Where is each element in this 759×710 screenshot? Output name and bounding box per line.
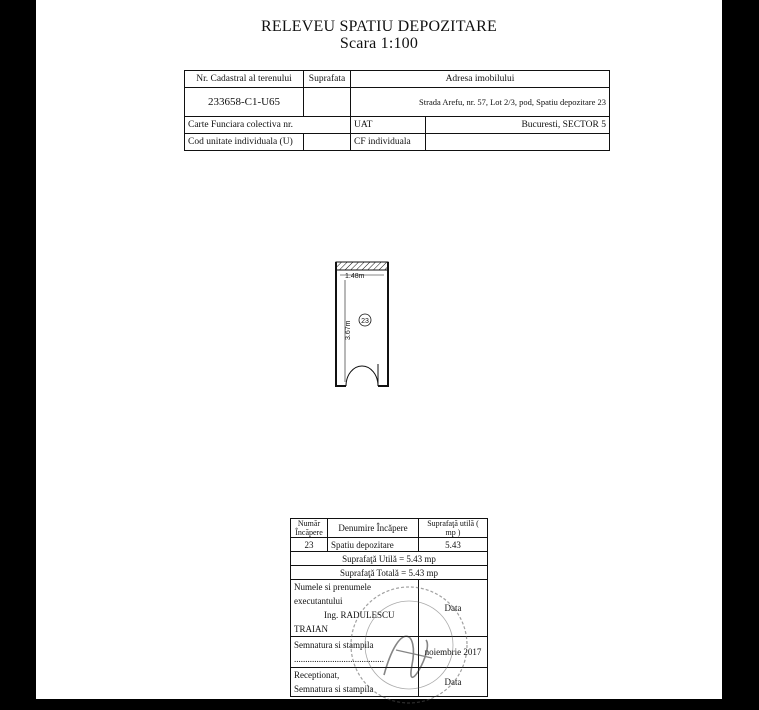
address-value: Strada Arefu, nr. 57, Lot 2/3, pod, Spatiu depozitare 23 (351, 88, 610, 117)
official-stamp (314, 580, 504, 710)
header-adresa-label: Adresa imobilului (351, 71, 610, 88)
header-cadastral-label: Nr. Cadastral al terenului (185, 71, 304, 88)
suprafata-value (304, 88, 351, 117)
door-arc (346, 366, 378, 386)
cf-individuala-label: CF individuala (351, 134, 426, 151)
data-label: Data (419, 580, 488, 637)
semnatura-label-2: Semnatura si stampila (294, 684, 374, 694)
room-area-cell: 5.43 (419, 538, 488, 552)
suprafata-totala-total: Suprafaţă Totală = 5.43 mp (291, 566, 488, 580)
carte-funciara-label: Carte Funciara colectiva nr. (185, 117, 351, 134)
hatched-wall (336, 262, 388, 270)
col-numar-header: Număr Încăpere (291, 519, 328, 538)
executant-label: Numele si prenumele executantului (294, 582, 371, 606)
document-page (36, 0, 722, 699)
suprafata-utila-total: Suprafaţă Utilă = 5.43 mp (291, 552, 488, 566)
header-table (184, 70, 610, 151)
data-label-2: Data (419, 668, 488, 697)
width-label: 1.48m (345, 273, 365, 280)
executant-name: Ing. RADULESCU TRAIAN (294, 610, 395, 634)
col-suprafata-header: Suprafaţă utilă ( mp ) (419, 519, 488, 538)
cadastral-value: 233658-C1-U65 (185, 88, 304, 117)
col-denumire-header: Denumire Încăpere (328, 519, 419, 538)
uat-label: UAT (351, 117, 426, 134)
semnatura-dots: ........................................ (294, 654, 384, 664)
height-label: 3.67m (345, 320, 352, 340)
signature (384, 636, 427, 677)
date-value: noiembrie 2017 (419, 637, 488, 668)
table-row (291, 538, 488, 552)
header-suprafata-label: Suprafata (304, 71, 351, 88)
room-name-cell: Spatiu depozitare (328, 538, 419, 552)
document-scale: Scara 1:100 (339, 35, 419, 52)
cod-unitate-label: Cod unitate individuala (U) (185, 134, 304, 151)
floor-plan (332, 260, 392, 390)
receptionat-label: Receptionat, (294, 670, 340, 680)
cf-individuala-value (426, 134, 610, 151)
uat-value: Bucuresti, SECTOR 5 (426, 117, 610, 134)
document-title: RELEVEU SPATIU DEPOZITARE (260, 18, 497, 35)
room-number-label: 23 (361, 318, 369, 325)
semnatura-label: Semnatura si stampila (294, 640, 374, 650)
cod-unitate-value (304, 134, 351, 151)
room-number-cell: 23 (291, 538, 328, 552)
